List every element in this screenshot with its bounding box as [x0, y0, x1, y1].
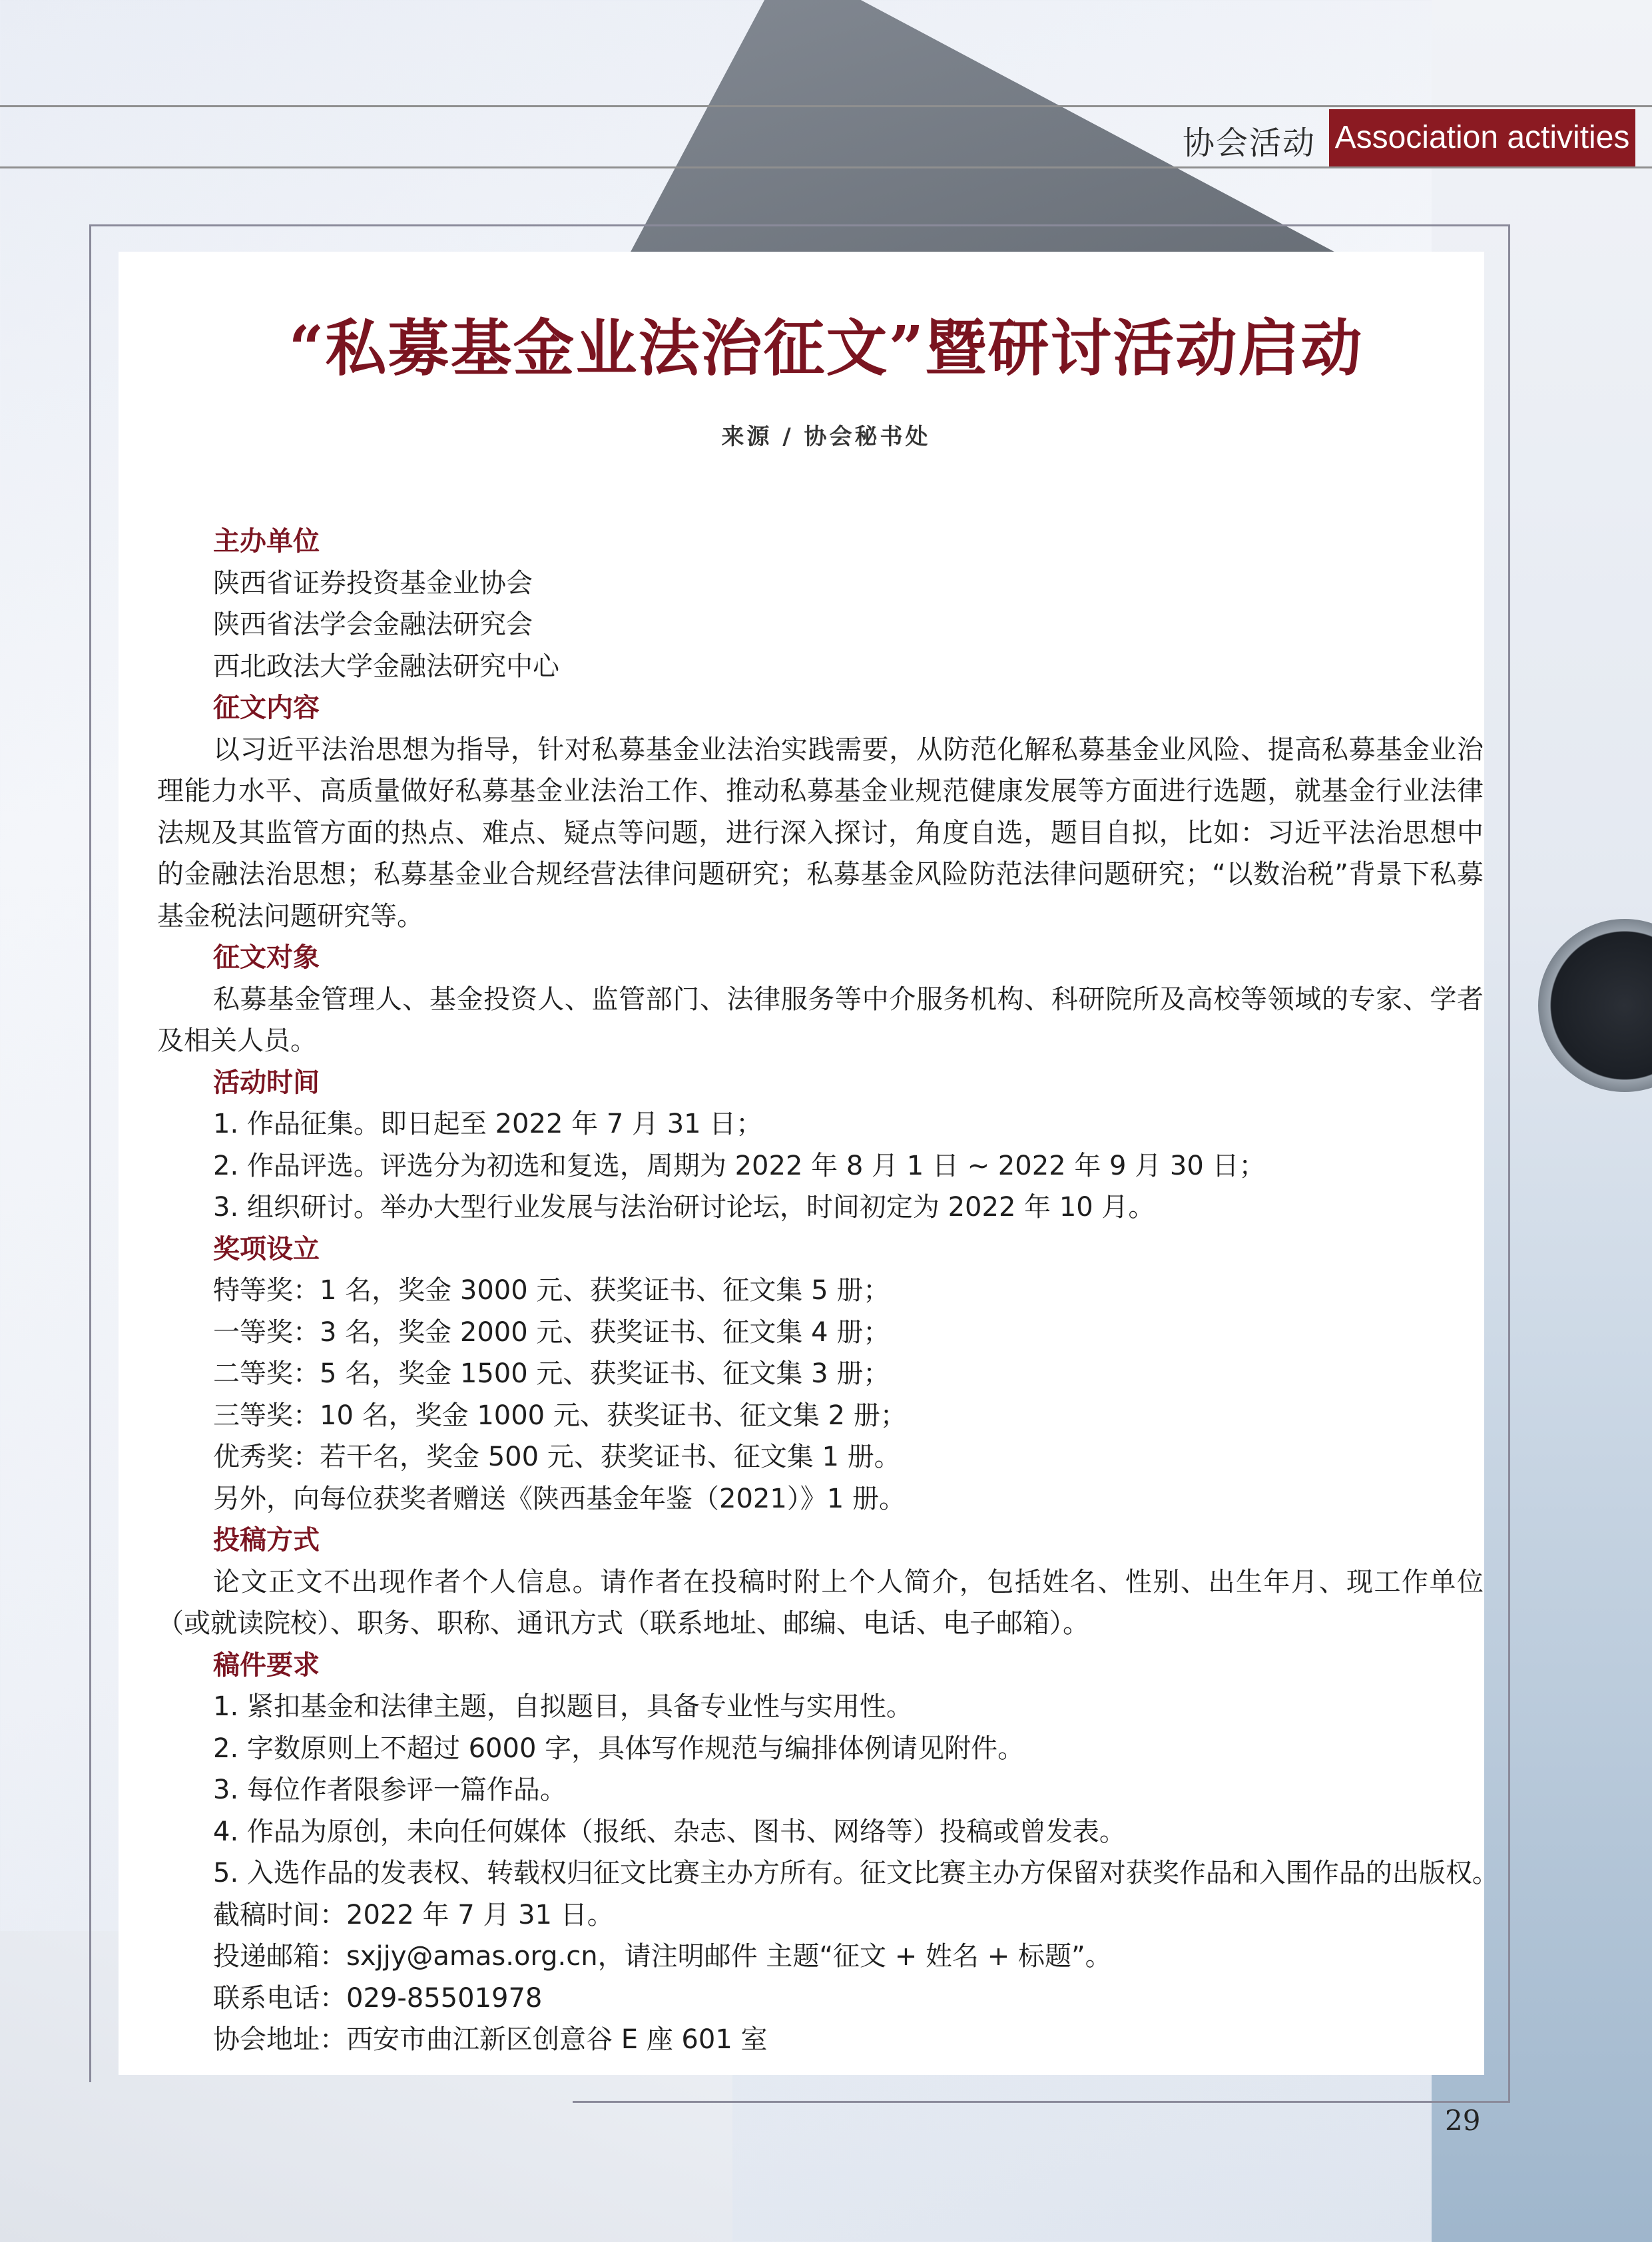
frame-border-top [89, 224, 1510, 226]
schedule-item: 2. 作品评选。评选分为初选和复选，周期为 2022 年 8 月 1 日 ~ 2022 年 9 月 30 日； [213, 1150, 1266, 1181]
section-heading-awards: 奖项设立 [213, 1233, 320, 1264]
deadline-line: 截稿时间：2022 年 7 月 31 日。 [213, 1899, 614, 1930]
section-heading-schedule: 活动时间 [213, 1067, 320, 1098]
award-item: 二等奖：5 名，奖金 1500 元、获奖证书、征文集 3 册； [213, 1358, 890, 1389]
section-heading-requirements: 稿件要求 [213, 1649, 320, 1681]
section-heading-submission: 投稿方式 [213, 1525, 320, 1555]
organizer-item: 陕西省法学会金融法研究会 [213, 609, 533, 640]
schedule-item: 3. 组织研讨。举办大型行业发展与法治研讨论坛，时间初定为 2022 年 10 月。 [213, 1192, 1155, 1223]
article-body [157, 521, 1499, 2061]
frame-border-left [89, 224, 91, 2082]
requirement-item: 3. 每位作者限参评一篇作品。 [213, 1775, 567, 1805]
award-item: 特等奖：1 名，奖金 3000 元、获奖证书、征文集 5 册； [213, 1275, 890, 1306]
requirement-item: 4. 作品为原创，未向任何媒体（报纸、杂志、图书、网络等）投稿或曾发表。 [213, 1816, 1126, 1847]
submission-paragraph: 论文正文不出现作者个人信息。请作者在投稿时附上个人简介，包括姓名、性别、出生年月、现工作单位（或就读院校）、职务、职称、通讯方式（联系地址、邮编、电话、电子邮箱）。 [157, 1566, 1484, 1639]
article-source: 来源 / 协会秘书处 [721, 423, 931, 450]
content-paragraph: 以习近平法治思想为指导，针对私募基金业法治实践需要，从防范化解私募基金业风险、提高私募基金业治理能力水平、高质量做好私募基金业法治工作、推动私募基金业规范健康发展等方面进行选题，就基金行业法律法规及其监管方面的热点、难点、疑点等问题，进行深入探讨，角度自选，题目自拟，比如：习近平法治思想中的金融法治思想；私募基金业合规经营法律问题研究；私募基金风险防范法律问题研究；“以数治税”背景下私募基金税法问题研究等。 [157, 734, 1484, 932]
frame-border-right [1508, 224, 1510, 2102]
award-item: 一等奖：3 名，奖金 2000 元、获奖证书、征文集 4 册； [213, 1316, 890, 1348]
award-item: 三等奖：10 名，奖金 1000 元、获奖证书、征文集 2 册； [213, 1400, 907, 1431]
requirement-item: 5. 入选作品的发表权、转载权归征文比赛主办方所有。征文比赛主办方保留对获奖作品和入围作品的出版权。 [213, 1858, 1499, 1888]
requirement-item: 1. 紧扣基金和法律主题，自拟题目，具备专业性与实用性。 [213, 1691, 913, 1722]
award-item: 优秀奖：若干名，奖金 500 元、获奖证书、征文集 1 册。 [213, 1442, 901, 1472]
header-rule-top [0, 105, 1652, 107]
email-line: 投递邮箱：sxjjy@amas.org.cn，请注明邮件 主题“征文 + 姓名 + 标题”。 [213, 1941, 1112, 1972]
article-title: “私募基金业法治征文”暨研讨活动启动 [288, 312, 1364, 384]
header-rule-bottom [0, 166, 1652, 168]
section-heading-content: 征文内容 [213, 693, 320, 723]
section-label-cn: 协会活动 [1183, 125, 1316, 162]
schedule-item: 1. 作品征集。即日起至 2022 年 7 月 31 日； [213, 1109, 763, 1139]
page-number: 29 [1445, 2104, 1481, 2137]
address-line: 协会地址：西安市曲江新区创意谷 E 座 601 室 [213, 2024, 768, 2055]
frame-border-bottom [573, 2101, 1510, 2103]
requirement-item: 2. 字数原则上不超过 6000 字，具体写作规范与编排体例请见附件。 [213, 1733, 1025, 1764]
audience-paragraph: 私募基金管理人、基金投资人、监管部门、法律服务等中介服务机构、科研院所及高校等领域的专家、学者及相关人员。 [157, 983, 1484, 1056]
organizer-item: 西北政法大学金融法研究中心 [213, 651, 559, 682]
organizer-item: 陕西省证券投资基金业协会 [213, 567, 533, 599]
section-label-en: Association activities [1329, 109, 1635, 166]
phone-line: 联系电话：029-85501978 [213, 1982, 543, 2014]
award-item: 另外，向每位获奖者赠送《陕西基金年鉴（2021）》1 册。 [213, 1483, 906, 1514]
section-heading-organizers: 主办单位 [213, 526, 320, 557]
section-heading-audience: 征文对象 [213, 942, 320, 973]
